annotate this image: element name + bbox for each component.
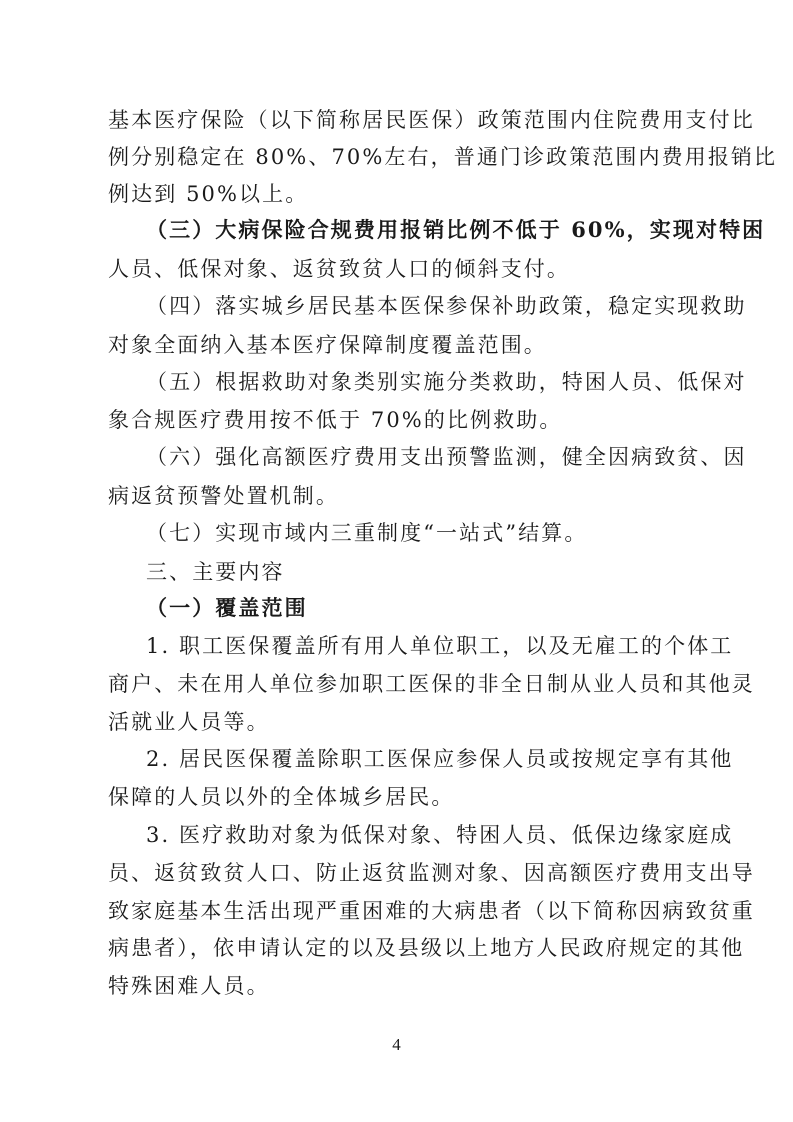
text-line: 保障的人员以外的全体城乡居民。 xyxy=(108,785,455,809)
section-heading: 三、主要内容 xyxy=(146,560,285,584)
text-line: 人员、低保对象、返贫致贫人口的倾斜支付。 xyxy=(108,257,570,281)
text-line: （三）大病保险合规费用报销比例不低于 60%，实现对特困 xyxy=(146,217,766,242)
text-line: 对象全面纳入基本医疗保障制度覆盖范围。 xyxy=(108,333,547,357)
text-line: 例分别稳定在 80%、70%左右，普通门诊政策范围内费用报销比 xyxy=(108,145,778,169)
text-line: 员、返贫致贫人口、防止返贫监测对象、因高额医疗费用支出导 xyxy=(108,861,755,885)
text-line: （四）落实城乡居民基本医保参保补助政策，稳定实现救助 xyxy=(146,294,747,318)
text-line: 特殊困难人员。 xyxy=(108,974,270,998)
text-line: 象合规医疗费用按不低于 70%的比例救助。 xyxy=(108,408,563,432)
text-line: （七）实现市域内三重制度“一站式”结算。 xyxy=(146,521,588,545)
text-line: 基本医疗保险（以下简称居民医保）政策范围内住院费用支付比 xyxy=(108,108,755,132)
subsection-heading: （一）覆盖范围 xyxy=(146,595,308,620)
text-line: 例达到 50%以上。 xyxy=(108,182,309,206)
text-line: 致家庭基本生活出现严重困难的大病患者（以下简称因病致贫重 xyxy=(108,899,755,923)
text-line: 3. 医疗救助对象为低保对象、特困人员、低保边缘家庭成 xyxy=(146,823,734,847)
text-line: 1. 职工医保覆盖所有用人单位职工，以及无雇工的个体工 xyxy=(146,634,734,658)
text-line: （六）强化高额医疗费用支出预警监测，健全因病致贫、因 xyxy=(146,445,747,469)
text-line: 商户、未在用人单位参加职工医保的非全日制从业人员和其他灵 xyxy=(108,672,755,696)
text-line: 2. 居民医保覆盖除职工医保应参保人员或按规定享有其他 xyxy=(146,747,734,771)
text-line: 病返贫预警处置机制。 xyxy=(108,484,339,508)
text-line: 病患者），依申请认定的以及县级以上地方人民政府规定的其他 xyxy=(108,936,745,960)
page-number: 4 xyxy=(392,1035,401,1054)
text-line: （五）根据救助对象类别实施分类救助，特困人员、低保对 xyxy=(146,370,747,394)
text-line: 活就业人员等。 xyxy=(108,710,270,734)
